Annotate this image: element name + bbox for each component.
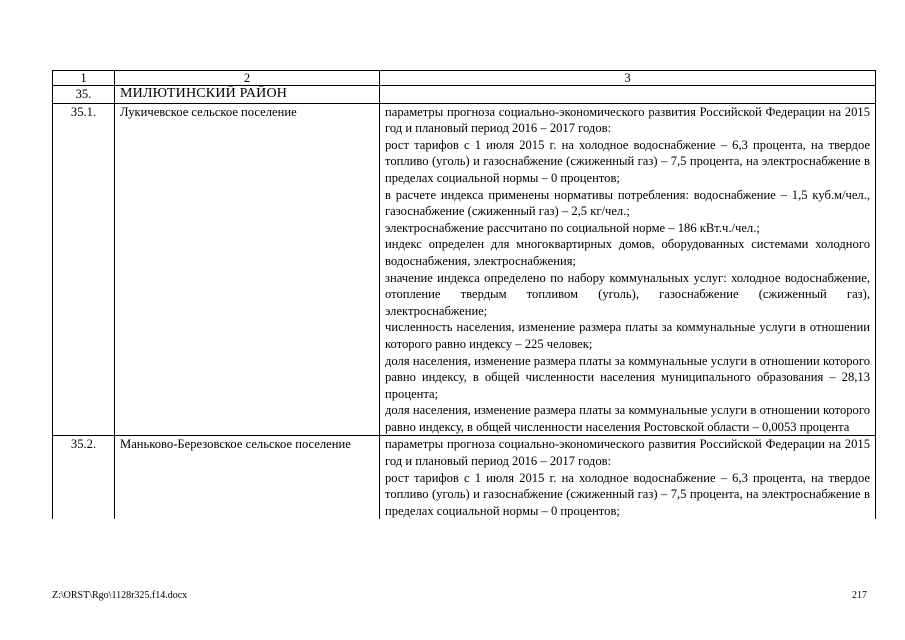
district-row: [53, 86, 876, 104]
paragraph: параметры прогноза социально-экономического развития Российской Федерации на 2015 год и плановый период 2016 – 2017 годов:: [385, 104, 870, 136]
settlement-description: [380, 436, 876, 519]
table-row: [53, 103, 876, 436]
paragraph: в расчете индекса применены нормативы потребления: водоснабжение – 1,5 куб.м/чел., газоснабжение (сжиженный газ) – 2,5 кг/чел.;: [385, 187, 870, 219]
paragraph: рост тарифов с 1 июля 2015 г. на холодное водоснабжение – 6,3 процента, на твердое топливо (уголь) и газоснабжение (сжиженный газ) – 7,5 процента, на электроснабжение в пределах социальной нормы – 0 процентов;: [385, 470, 870, 518]
paragraph: численность населения, изменение размера платы за коммунальные услуги в отношении которого равно индексу – 225 человек;: [385, 320, 870, 351]
settlement-name: Маньково-Березовское сельское поселение: [115, 436, 380, 519]
column-header-description: 3: [380, 71, 876, 86]
paragraph: параметры прогноза социально-экономического развития Российской Федерации на 2015 год и плановый период 2016 – 2017 годов:: [385, 437, 870, 469]
column-header-number: 1: [53, 71, 115, 86]
settlement-name: Лукичевское сельское поселение: [115, 103, 380, 436]
page-number: 217: [852, 590, 867, 601]
paragraph: рост тарифов с 1 июля 2015 г. на холодное водоснабжение – 6,3 процента, на твердое топливо (уголь) и газоснабжение (сжиженный газ) – 7,5 процента, на электроснабжение в пределах социальной нормы – 0 процентов;: [385, 137, 870, 185]
document-table: [52, 70, 876, 519]
district-number: 35.: [53, 86, 115, 104]
paragraph: значение индекса определено по набору коммунальных услуг: холодное водоснабжение, отопление твердым топливом (уголь), газоснабжение (сжиженный газ), электроснабжение;: [385, 270, 870, 318]
row-number: 35.1.: [53, 103, 115, 436]
paragraph: электроснабжение рассчитано по социальной норме – 186 кВт.ч./чел.;: [385, 220, 760, 235]
table-header-row: [53, 71, 876, 86]
district-description: [380, 86, 876, 104]
paragraph: доля населения, изменение размера платы за коммунальные услуги в отношении которого равно индексу, в общей численности населения Ростовской области – 0,0053 процента: [385, 403, 870, 434]
table-row: [53, 436, 876, 519]
district-name: МИЛЮТИНСКИЙ РАЙОН: [115, 86, 380, 104]
row-number: 35.2.: [53, 436, 115, 519]
column-header-name: 2: [115, 71, 380, 86]
paragraph: индекс определен для многоквартирных домов, оборудованных системами холодного водоснабжения, электроснабжения;: [385, 237, 870, 268]
footer-file-path: Z:\ORST\Rgo\1128r325.f14.docx: [52, 590, 188, 601]
settlement-description: [380, 103, 876, 436]
paragraph: доля населения, изменение размера платы за коммунальные услуги в отношении которого равно индексу, в общей численности населения муниципального образования – 28,13 процента;: [385, 353, 870, 401]
